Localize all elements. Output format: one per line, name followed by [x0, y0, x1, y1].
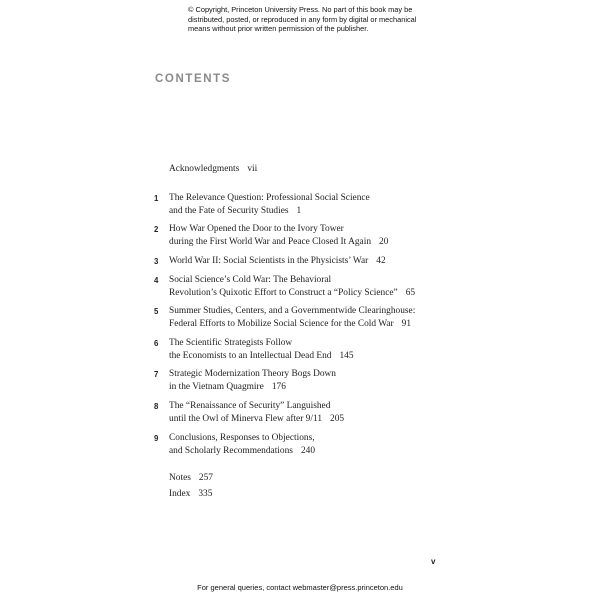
chapter-number: 8 — [154, 402, 159, 411]
chapter-number: 4 — [154, 276, 159, 285]
chapter-number: 7 — [154, 370, 159, 379]
toc-entry-notes[interactable] — [169, 473, 213, 483]
toc-entry-chapter-3[interactable] — [169, 255, 386, 268]
toc-entry-title-line: The “Renaissance of Security” Languished — [169, 401, 331, 411]
toc-entry-title-line: and the Fate of Security Studies — [169, 205, 289, 216]
chapter-number: 5 — [154, 307, 159, 316]
toc-entry-index[interactable] — [169, 489, 212, 499]
toc-page-number: 257 — [198, 473, 213, 483]
toc-entry-chapter-8[interactable] — [169, 400, 344, 425]
toc-entry-title-line: Social Science’s Cold War: The Behavioral — [169, 275, 332, 285]
toc-entry-title: Notes — [169, 473, 191, 483]
chapter-number: 6 — [154, 339, 159, 348]
toc-page-number: 65 — [405, 287, 416, 298]
toc-entry-title: Index — [169, 489, 191, 499]
toc-entry-title-line: Revolution’s Quixotic Effort to Construct a “Policy Science” — [169, 287, 398, 298]
toc-entry-chapter-9[interactable] — [169, 432, 315, 457]
toc-entry-title-line: Conclusions, Responses to Objections, — [169, 433, 315, 443]
copyright-line: © Copyright, Princeton University Press. No part of this book may be — [188, 5, 413, 14]
chapter-number: 3 — [154, 257, 159, 266]
toc-entry-chapter-7[interactable] — [169, 368, 336, 393]
chapter-number: 2 — [154, 225, 159, 234]
toc-entry-acknowledgments[interactable] — [169, 164, 257, 174]
footer-contact: For general queries, contact webmaster@press.princeton.edu — [197, 583, 403, 592]
toc-page-number: 91 — [401, 318, 411, 329]
copyright-line: distributed, posted, or reproduced in any form by digital or mechanical — [188, 14, 417, 24]
toc-entry-title-line: How War Opened the Door to the Ivory Tower — [169, 224, 344, 234]
toc-entry-title-line: Summer Studies, Centers, and a Governmentwide Clearinghouse: — [169, 306, 416, 316]
toc-entry-title-line: the Economists to an Intellectual Dead End — [169, 350, 332, 361]
toc-entry-title-line: The Relevance Question: Professional Social Science — [169, 193, 370, 203]
toc-page-number: 42 — [376, 256, 386, 266]
copyright-notice — [188, 5, 438, 34]
page-title: CONTENTS — [155, 73, 232, 85]
toc-page-number: 205 — [330, 413, 345, 424]
chapter-number: 9 — [154, 434, 159, 443]
toc-entry-title-line: Federal Efforts to Mobilize Social Science for the Cold War — [169, 318, 394, 329]
toc-page-number: 176 — [271, 381, 286, 392]
toc-entry-chapter-1[interactable] — [169, 192, 370, 217]
toc-entry-title-line: Strategic Modernization Theory Bogs Down — [169, 369, 336, 379]
toc-page-number: 1 — [296, 205, 302, 216]
chapter-number: 1 — [154, 194, 159, 203]
toc-page-number: 145 — [339, 350, 354, 361]
toc-page-number: 335 — [198, 489, 213, 499]
toc-entry-title-line: World War II: Social Scientists in the Physicists’ War — [169, 256, 369, 266]
toc-entry-title-line: until the Owl of Minerva Flew after 9/11 — [169, 413, 323, 424]
toc-entry-chapter-6[interactable] — [169, 337, 354, 362]
toc-page-number: 240 — [300, 445, 315, 456]
copyright-line: means without prior written permission of the publisher. — [188, 24, 369, 34]
toc-entry-title-line: and Scholarly Recommendations — [169, 445, 293, 456]
toc-entry-chapter-5[interactable] — [169, 305, 415, 330]
toc-page-number: vii — [247, 164, 258, 174]
page-folio: v — [431, 557, 436, 566]
toc-entry-chapter-2[interactable] — [169, 223, 388, 248]
toc-entry-title: Acknowledgments — [169, 164, 240, 174]
toc-entry-title-line: The Scientific Strategists Follow — [169, 338, 293, 348]
toc-entry-chapter-4[interactable] — [169, 274, 415, 299]
toc-entry-title-line: in the Vietnam Quagmire — [169, 381, 264, 392]
toc-entry-title-line: during the First World War and Peace Closed It Again — [169, 236, 372, 247]
toc-page-number: 20 — [379, 236, 389, 247]
